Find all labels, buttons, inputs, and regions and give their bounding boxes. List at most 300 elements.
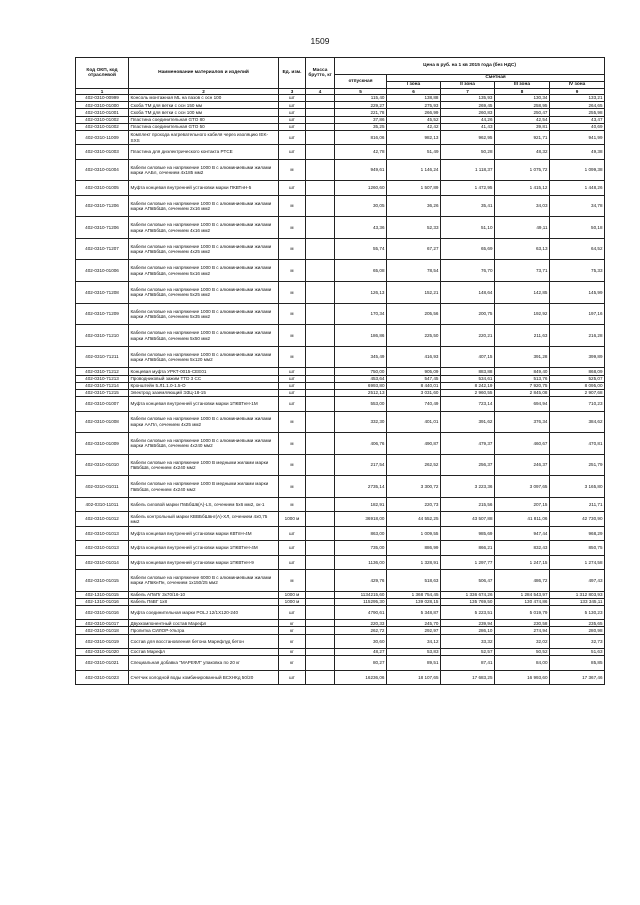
row-zone-1-price: 547,45 (387, 375, 441, 382)
row-mass (306, 454, 335, 476)
row-zone-4-price: 49,38 (550, 145, 605, 159)
row-zone-1-price: 1 328,91 (387, 555, 441, 569)
header-name: Наименование материалов и изделий (129, 58, 279, 89)
row-name: Скоба TM для ветки с осн 100 мм (129, 109, 279, 116)
row-mass (306, 95, 335, 102)
row-release-price: 186,86 (335, 325, 387, 347)
row-zone-3-price: 230,58 (495, 620, 550, 627)
row-zone-4-price: 470,81 (550, 433, 605, 455)
row-code: 402-0310-71212 (76, 368, 129, 375)
row-zone-3-price: 207,15 (495, 497, 550, 511)
row-mass (306, 159, 335, 181)
row-zone-2-price: 43 507,88 (441, 512, 495, 526)
row-zone-3-price: 130,34 (495, 95, 550, 102)
row-zone-3-price: 274,94 (495, 627, 550, 634)
row-unit: м (279, 260, 306, 282)
row-mass (306, 260, 335, 282)
row-release-price: 221,78 (335, 109, 387, 116)
table-row (76, 433, 605, 455)
row-code: 402-0310-01007 (76, 397, 129, 411)
row-name: Кабели силовые на напряжение 1000 В с алюминиевыми жилами марки АПвБбШв, сечением 2х16 мм2 (129, 195, 279, 217)
row-name: Муфта концевая внутренней установки марки КВТпН-4М (129, 526, 279, 540)
row-code: 402-0310-71211 (76, 346, 129, 368)
row-code: 402-0310-71206 (76, 217, 129, 239)
row-code: 402-0310-71208 (76, 282, 129, 304)
row-zone-2-price: 866,21 (441, 541, 495, 555)
row-zone-2-price: 239,94 (441, 620, 495, 627)
col-number: 4 (306, 89, 335, 95)
row-zone-4-price: 51,63 (550, 649, 605, 656)
row-unit: шт (279, 390, 306, 397)
row-code: 402-0310-01013 (76, 541, 129, 555)
row-release-price: 262,72 (335, 627, 387, 634)
row-zone-4-price: 1 448,26 (550, 181, 605, 195)
table-row (76, 526, 605, 540)
row-zone-1-price: 205,56 (387, 303, 441, 325)
row-zone-1-price: 44 552,25 (387, 512, 441, 526)
row-zone-4-price: 64,52 (550, 238, 605, 260)
row-release-price: 170,34 (335, 303, 387, 325)
row-zone-2-price: 87,41 (441, 656, 495, 670)
table-row (76, 497, 605, 511)
col-number: 9 (550, 89, 605, 95)
row-name: Пластина соединительная GTO 80 (129, 116, 279, 123)
table-row (76, 145, 605, 159)
row-mass (306, 512, 335, 526)
row-release-price: 750,00 (335, 368, 387, 375)
row-name: Состав Марефл (129, 649, 279, 656)
row-release-price: 553,00 (335, 397, 387, 411)
col-number: 8 (495, 89, 550, 95)
row-release-price: 229,27 (335, 102, 387, 109)
row-mass (306, 109, 335, 116)
row-zone-4-price: 280,98 (550, 627, 605, 634)
row-code: 402-0310-01011 (76, 476, 129, 498)
table-row (76, 238, 605, 260)
row-zone-3-price: 39,81 (495, 123, 550, 130)
row-zone-1-price: 18 107,65 (387, 670, 441, 684)
row-name: Кабели силовые на напряжение 1000 В с алюминиевыми жилами марки ААПл, сечением 4х25 мм2 (129, 411, 279, 433)
row-zone-2-price: 52,57 (441, 649, 495, 656)
row-unit: м (279, 454, 306, 476)
row-zone-2-price: 479,37 (441, 433, 495, 455)
row-zone-2-price: 1 297,77 (441, 555, 495, 569)
row-zone-1-price: 78,54 (387, 260, 441, 282)
col-number: 6 (387, 89, 441, 95)
row-zone-4-price: 941,99 (550, 130, 605, 144)
row-zone-1-price: 225,50 (387, 325, 441, 347)
header-zone-2: II зона (441, 82, 495, 89)
row-zone-1-price: 67,27 (387, 238, 441, 260)
row-zone-4-price: 1 099,38 (550, 159, 605, 181)
row-release-price: 30,05 (335, 195, 387, 217)
row-zone-2-price: 534,61 (441, 375, 495, 382)
row-zone-4-price: 968,29 (550, 526, 605, 540)
row-name: Кабели силовые на напряжение 1000 В с алюминиевыми жилами марки АПвБбШв, сечением 5х16 мм2 (129, 260, 279, 282)
row-release-price: 217,54 (335, 454, 387, 476)
row-unit: шт (279, 102, 306, 109)
row-unit: м (279, 411, 306, 433)
row-name: Кабели силовые на напряжение 1000 В с алюминиевыми жилами марки АПвБбШв, сечением 5х35 мм2 (129, 303, 279, 325)
row-code: 402-0310-71209 (76, 303, 129, 325)
row-zone-3-price: 50,52 (495, 649, 550, 656)
row-zone-3-price: 460,67 (495, 433, 550, 455)
row-zone-4-price: 42 730,90 (550, 512, 605, 526)
row-zone-4-price: 384,62 (550, 411, 605, 433)
row-mass (306, 433, 335, 455)
row-zone-4-price: 525,07 (550, 375, 605, 382)
row-name: Кабели силовые на напряжение 1000 В медными жилами марки ПвБбШв, сечением 4х240 мм2 (129, 454, 279, 476)
row-name: Консоль монтажная ML на пазов с осн 100 (129, 95, 279, 102)
row-name: Кабель силовой марки ПвБбШв(А)-LS, сечением 5х6 мм2, ок-1 (129, 497, 279, 511)
table-row (76, 605, 605, 619)
row-release-price: 35,25 (335, 123, 387, 130)
row-release-price: 115295,30 (335, 598, 387, 605)
row-code: 402-0310-01004 (76, 159, 129, 181)
row-code: 402-0310-01001 (76, 109, 129, 116)
row-zone-4-price: 34,78 (550, 195, 605, 217)
page-number: 1509 (310, 36, 330, 46)
row-zone-2-price: 883,88 (441, 368, 495, 375)
row-release-price: 42,78 (335, 145, 387, 159)
row-zone-3-price: 42,54 (495, 116, 550, 123)
row-zone-4-price: 399,89 (550, 346, 605, 368)
row-zone-2-price: 962,95 (441, 130, 495, 144)
row-name: Скоба TM для ветки с осн 150 мм (129, 102, 279, 109)
row-zone-1-price: 292,97 (387, 627, 441, 634)
row-zone-3-price: 921,71 (495, 130, 550, 144)
row-release-price: 332,30 (335, 411, 387, 433)
table-row (76, 512, 605, 526)
row-zone-1-price: 490,87 (387, 433, 441, 455)
row-zone-2-price: 391,62 (441, 411, 495, 433)
row-code: 402-0310-01020 (76, 649, 129, 656)
row-name: Кабели силовые на напряжение 6000 В с алюминиевыми жилами марки АПвКнПн, сечением 1х150/25 мм2 (129, 569, 279, 591)
row-name: Кабель контрольный марки КВВБбШвнг(А)-ХЛ, сечением 4х0,75 мм2 (129, 512, 279, 526)
row-code: 402-0310-01017 (76, 620, 129, 627)
row-code: 402-0310-01009 (76, 433, 129, 455)
row-release-price: 429,76 (335, 569, 387, 591)
row-unit: м (279, 217, 306, 239)
table-row (76, 382, 605, 389)
row-zone-1-price: 152,21 (387, 282, 441, 304)
row-mass (306, 181, 335, 195)
row-name: Муфта соединительная марки POLJ 12/1Х120-240 (129, 605, 279, 619)
row-zone-3-price: 832,43 (495, 541, 550, 555)
row-name: Муфта концевая внутренней установки марки 1ПКВТнН-9 (129, 555, 279, 569)
row-release-price: 80,27 (335, 656, 387, 670)
header-zone-4: IV зона (550, 82, 605, 89)
row-release-price: 949,61 (335, 159, 387, 181)
row-code: 402-0310-11009 (76, 130, 129, 144)
row-mass (306, 656, 335, 670)
row-name: Кабели силовые на напряжение 1000 В с алюминиевыми жилами марки ААБл, сечением 4х185 мм2 (129, 159, 279, 181)
table-row (76, 95, 605, 102)
col-number: 1 (76, 89, 129, 95)
row-zone-4-price: 5 130,23 (550, 605, 605, 619)
row-unit: м (279, 346, 306, 368)
row-unit: шт (279, 382, 306, 389)
row-unit: кг (279, 627, 306, 634)
table-row (76, 181, 605, 195)
row-zone-2-price: 723,14 (441, 397, 495, 411)
table-row (76, 598, 605, 605)
row-zone-2-price: 44,26 (441, 116, 495, 123)
row-zone-3-price: 16 993,60 (495, 670, 550, 684)
row-unit: шт (279, 95, 306, 102)
row-zone-3-price: 849,40 (495, 368, 550, 375)
table-row (76, 217, 605, 239)
row-zone-1-price: 51,49 (387, 145, 441, 159)
row-mass (306, 605, 335, 619)
row-code: 402-0310-01002 (76, 123, 129, 130)
table-row (76, 130, 605, 144)
row-code: 402-0310-01010 (76, 454, 129, 476)
row-zone-3-price: 41 811,06 (495, 512, 550, 526)
row-zone-1-price: 401,01 (387, 411, 441, 433)
row-release-price: 735,00 (335, 541, 387, 555)
row-name: Проводниковый зажим ТТD 3 СС (129, 375, 279, 382)
row-zone-2-price: 33,32 (441, 634, 495, 648)
row-zone-2-price: 256,37 (441, 454, 495, 476)
row-zone-2-price: 220,21 (441, 325, 495, 347)
row-name: Пластина соединительная GTO 50 (129, 123, 279, 130)
row-mass (306, 303, 335, 325)
row-zone-2-price: 148,64 (441, 282, 495, 304)
row-zone-1-price: 905,09 (387, 368, 441, 375)
row-mass (306, 649, 335, 656)
row-zone-4-price: 133 345,11 (550, 598, 605, 605)
row-unit: шт (279, 181, 306, 195)
table-row (76, 591, 605, 598)
row-zone-2-price: 1 118,37 (441, 159, 495, 181)
row-mass (306, 526, 335, 540)
row-unit: кг (279, 620, 306, 627)
row-unit: 1000 м (279, 598, 306, 605)
row-mass (306, 282, 335, 304)
row-name: Кронштейн 5.Л1.1.0-1.5-О (129, 382, 279, 389)
row-code: 402-0310-71215 (76, 390, 129, 397)
row-zone-1-price: 982,13 (387, 130, 441, 144)
table-row (76, 555, 605, 569)
row-zone-3-price: 250,47 (495, 109, 550, 116)
row-zone-3-price: 7 920,75 (495, 382, 550, 389)
row-zone-1-price: 8 440,01 (387, 382, 441, 389)
row-zone-3-price: 32,02 (495, 634, 550, 648)
row-mass (306, 634, 335, 648)
row-zone-2-price: 135,93 (441, 95, 495, 102)
table-row (76, 195, 605, 217)
row-mass (306, 130, 335, 144)
row-code: 402-0310-71206 (76, 195, 129, 217)
row-zone-3-price: 211,63 (495, 325, 550, 347)
table-row (76, 411, 605, 433)
row-name: Электрод заземляющий ЭЗЦ-18-15 (129, 390, 279, 397)
header-price-title: Цена в руб. на 1 кв 2015 года (без НДС) (335, 58, 605, 75)
header-zone-3: III зона (495, 82, 550, 89)
row-unit: шт (279, 605, 306, 619)
row-name: Концевая муфта УРКТ-0015-СЕЕ01 (129, 368, 279, 375)
row-zone-4-price: 75,33 (550, 260, 605, 282)
row-zone-2-price: 269,45 (441, 102, 495, 109)
table-row (76, 476, 605, 498)
row-mass (306, 627, 335, 634)
header-zone-1: I зона (387, 82, 441, 89)
row-release-price: 37,86 (335, 116, 387, 123)
table-row (76, 620, 605, 627)
row-zone-3-price: 142,85 (495, 282, 550, 304)
row-mass (306, 346, 335, 368)
row-mass (306, 382, 335, 389)
row-code: 402-0310-71207 (76, 238, 129, 260)
row-name: Специальная добавка "МАРЕФЛ" упаковка по 20 кг (129, 656, 279, 670)
row-zone-1-price: 245,70 (387, 620, 441, 627)
row-zone-1-price: 52,33 (387, 217, 441, 239)
row-name: Пластина для диэлектрического контакта PTCE (129, 145, 279, 159)
row-zone-4-price: 40,69 (550, 123, 605, 130)
row-code: 402-0310-01016 (76, 605, 129, 619)
header-release: отпускная (335, 75, 387, 89)
table-row (76, 260, 605, 282)
row-mass (306, 116, 335, 123)
row-mass (306, 238, 335, 260)
table-row (76, 390, 605, 397)
row-unit: шт (279, 145, 306, 159)
row-release-price: 345,49 (335, 346, 387, 368)
row-zone-4-price: 235,65 (550, 620, 605, 627)
table-row (76, 303, 605, 325)
row-zone-4-price: 211,71 (550, 497, 605, 511)
row-zone-1-price: 1 507,89 (387, 181, 441, 195)
row-unit: шт (279, 541, 306, 555)
row-zone-1-price: 138,88 (387, 95, 441, 102)
row-name: Муфта концевая внутренней установки марки ПКВТнН-5 (129, 181, 279, 195)
row-zone-1-price: 3 031,60 (387, 390, 441, 397)
row-name: Счетчик холодной воды комбинированный ВСХНКд 50/20 (129, 670, 279, 684)
row-name: Кабели силовые на напряжение 1000 В медными жилами марки ПвБбШв, сечением 4х240 мм2 (129, 476, 279, 498)
row-name: Муфта концевая внутренней установки марки 1ПКВТнН-4М (129, 541, 279, 555)
row-mass (306, 145, 335, 159)
row-zone-2-price: 5 223,51 (441, 605, 495, 619)
table-row (76, 116, 605, 123)
row-zone-4-price: 497,43 (550, 569, 605, 591)
table-row (76, 123, 605, 130)
row-zone-1-price: 740,49 (387, 397, 441, 411)
row-mass (306, 569, 335, 591)
row-zone-3-price: 246,37 (495, 454, 550, 476)
row-mass (306, 476, 335, 498)
row-mass (306, 555, 335, 569)
row-release-price: 4790,61 (335, 605, 387, 619)
row-name: Кабели силовые на напряжение 1000 В с алюминиевыми жилами марки АПвБбШв, сечением 4х240 мм2 (129, 433, 279, 455)
row-zone-3-price: 192,92 (495, 303, 550, 325)
row-code: 402-0310-01018 (76, 627, 129, 634)
row-zone-3-price: 947,44 (495, 526, 550, 540)
row-mass (306, 598, 335, 605)
row-zone-1-price: 886,99 (387, 541, 441, 555)
row-release-price: 2512,13 (335, 390, 387, 397)
row-zone-3-price: 258,95 (495, 102, 550, 109)
row-zone-3-price: 63,13 (495, 238, 550, 260)
row-zone-1-price: 34,12 (387, 634, 441, 648)
row-zone-4-price: 850,75 (550, 541, 605, 555)
col-number: 2 (129, 89, 279, 95)
row-release-price: 30,60 (335, 634, 387, 648)
row-mass (306, 670, 335, 684)
row-zone-1-price: 220,73 (387, 497, 441, 511)
row-zone-3-price: 694,94 (495, 397, 550, 411)
row-unit: шт (279, 116, 306, 123)
row-unit: м (279, 195, 306, 217)
row-code: 402-0310-01015 (76, 569, 129, 591)
row-zone-4-price: 32,73 (550, 634, 605, 648)
row-unit: м (279, 325, 306, 347)
row-zone-1-price: 1 146,24 (387, 159, 441, 181)
row-zone-2-price: 506,47 (441, 569, 495, 591)
row-zone-2-price: 1 336 674,26 (441, 591, 495, 598)
row-name: Кабели силовые на напряжение 1000 В с алюминиевыми жилами марки АПвБбШв, сечением 4х16 мм2 (129, 217, 279, 239)
row-release-price: 1134215,60 (335, 591, 387, 598)
row-code: 402-0310-71210 (76, 325, 129, 347)
row-unit: м (279, 238, 306, 260)
row-zone-3-price: 34,03 (495, 195, 550, 217)
row-unit: м (279, 476, 306, 498)
row-zone-2-price: 51,10 (441, 217, 495, 239)
row-zone-4-price: 1 274,58 (550, 555, 605, 569)
row-mass (306, 411, 335, 433)
row-zone-2-price: 76,70 (441, 260, 495, 282)
row-zone-1-price: 36,26 (387, 195, 441, 217)
row-zone-2-price: 215,56 (441, 497, 495, 511)
row-zone-4-price: 17 367,46 (550, 670, 605, 684)
row-zone-2-price: 41,43 (441, 123, 495, 130)
table-row (76, 634, 605, 648)
row-unit: кг (279, 634, 306, 648)
row-release-price: 2735,14 (335, 476, 387, 498)
table-body (76, 95, 605, 685)
row-zone-4-price: 710,23 (550, 397, 605, 411)
row-name: Комплект прохода нагревательного кабеля через изоляцию IEK-SXS (129, 130, 279, 144)
row-zone-3-price: 5 019,79 (495, 605, 550, 619)
row-zone-3-price: 49,11 (495, 217, 550, 239)
table-row (76, 670, 605, 684)
row-unit: м (279, 159, 306, 181)
row-zone-1-price: 89,51 (387, 656, 441, 670)
row-unit: 1000 м (279, 512, 306, 526)
row-zone-2-price: 17 683,25 (441, 670, 495, 684)
row-name: Кабель АПвПг 3х70/16-10 (129, 591, 279, 598)
row-zone-4-price: 85,85 (550, 656, 605, 670)
row-unit: кг (279, 656, 306, 670)
row-unit: м (279, 569, 306, 591)
row-mass (306, 375, 335, 382)
row-code: 402-0310-00999 (76, 95, 129, 102)
row-zone-3-price: 376,34 (495, 411, 550, 433)
row-zone-3-price: 1 284 543,97 (495, 591, 550, 598)
row-mass (306, 497, 335, 511)
row-zone-3-price: 84,00 (495, 656, 550, 670)
row-zone-2-price: 65,69 (441, 238, 495, 260)
row-name: Кабели силовые на напряжение 1000 В с алюминиевыми жилами марки АПвБбШв, сечением 5х50 мм2 (129, 325, 279, 347)
header-estimate: Сметная (387, 75, 605, 82)
row-zone-1-price: 3 300,72 (387, 476, 441, 498)
row-release-price: 406,76 (335, 433, 387, 455)
row-release-price: 1136,00 (335, 555, 387, 569)
row-zone-1-price: 53,83 (387, 649, 441, 656)
row-zone-1-price: 5 348,87 (387, 605, 441, 619)
row-release-price: 220,33 (335, 620, 387, 627)
row-name: Пропитка СИЛОР-Ультра (129, 627, 279, 634)
